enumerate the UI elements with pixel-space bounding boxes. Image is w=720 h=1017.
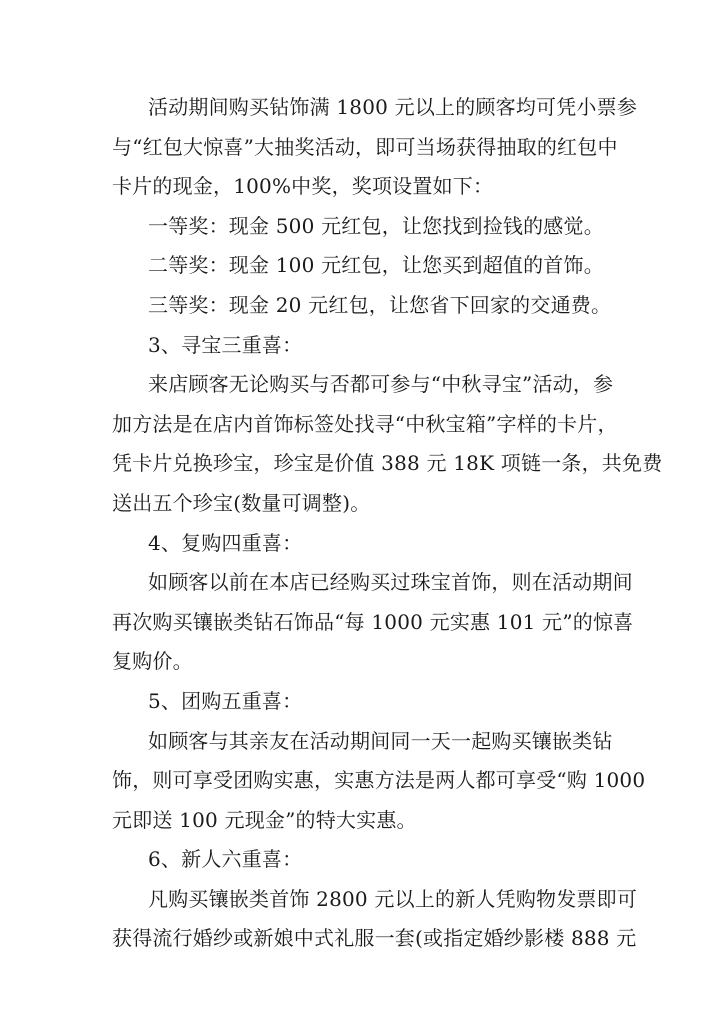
paragraph-line: 元即送 100 元现金”的特大实惠。 bbox=[112, 807, 417, 832]
paragraph-line: 凭卡片兑换珍宝，珍宝是价值 388 元 18K 项链一条，共免费 bbox=[112, 451, 663, 476]
paragraph-line: 获得流行婚纱或新娘中式礼服一套(或指定婚纱影楼 888 元 bbox=[112, 926, 637, 951]
paragraph-line: 如顾客以前在本店已经购买过珠宝首饰，则在活动期间 bbox=[148, 570, 633, 595]
prize-line-second: 二等奖：现金 100 元红包，让您买到超值的首饰。 bbox=[148, 253, 604, 278]
prize-line-third: 三等奖：现金 20 元红包，让您省下回家的交通费。 bbox=[148, 292, 612, 317]
section-heading: 4、复购四重喜： bbox=[148, 530, 303, 555]
section-heading: 6、新人六重喜： bbox=[148, 847, 303, 872]
document-body bbox=[112, 88, 663, 959]
paragraph-line: 凡购买镶嵌类首饰 2800 元以上的新人凭购物发票即可 bbox=[148, 886, 638, 911]
paragraph-line: 加方法是在店内首饰标签处找寻“中秋宝箱”字样的卡片， bbox=[112, 411, 618, 436]
paragraph-line: 如顾客与其亲友在活动期间同一天一起购买镶嵌类钻 bbox=[148, 728, 613, 753]
paragraph-line: 活动期间购买钻饰满 1800 元以上的顾客均可凭小票参 bbox=[148, 95, 638, 119]
paragraph-line: 卡片的现金，100%中奖，奖项设置如下： bbox=[112, 174, 494, 199]
section-heading: 3、寻宝三重喜： bbox=[148, 332, 303, 357]
paragraph-line: 与“红包大惊喜”大抽奖活动，即可当场获得抽取的红包中 bbox=[112, 134, 618, 159]
prize-line-first: 一等奖：现金 500 元红包，让您找到捡钱的感觉。 bbox=[148, 213, 604, 238]
paragraph-line: 再次购买镶嵌类钻石饰品“每 1000 元实惠 101 元”的惊喜 bbox=[112, 609, 634, 634]
paragraph-line: 复购价。 bbox=[112, 649, 193, 674]
section-heading: 5、团购五重喜： bbox=[148, 688, 303, 713]
paragraph-line: 饰，则可享受团购实惠，实惠方法是两人都可享受“购 1000 bbox=[112, 768, 646, 793]
paragraph-line: 送出五个珍宝(数量可调整)。 bbox=[112, 490, 371, 515]
paragraph-line: 来店顾客无论购买与否都可参与“中秋寻宝”活动，参 bbox=[148, 372, 614, 397]
